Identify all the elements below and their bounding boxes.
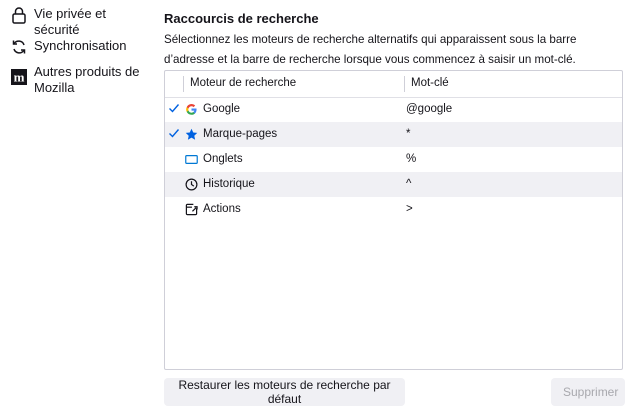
engine-keyword[interactable]: % xyxy=(406,153,417,165)
table-row[interactable] xyxy=(165,122,622,147)
search-shortcuts-table xyxy=(164,70,623,370)
table-header xyxy=(165,71,622,98)
delete-button[interactable]: Supprimer xyxy=(551,378,625,406)
sidebar xyxy=(0,0,160,409)
sidebar-item-label: Autres produits de Mozilla xyxy=(34,64,140,95)
clock-icon xyxy=(184,177,198,191)
engine-name: Actions xyxy=(203,203,241,215)
engine-keyword[interactable]: > xyxy=(406,203,413,215)
engine-name: Onglets xyxy=(203,153,243,165)
engine-name: Google xyxy=(203,103,241,115)
column-header-engine[interactable]: Moteur de recherche xyxy=(190,77,297,89)
google-icon xyxy=(184,102,198,116)
sync-icon xyxy=(10,38,28,56)
svg-text:m: m xyxy=(13,69,25,85)
column-separator xyxy=(404,76,405,92)
mozilla-icon xyxy=(10,68,28,86)
column-header-keyword[interactable]: Mot-clé xyxy=(411,77,449,89)
engine-keyword[interactable]: @google xyxy=(406,103,453,115)
actions-icon xyxy=(184,202,198,216)
column-separator xyxy=(183,76,184,92)
star-icon xyxy=(184,127,198,141)
table-row[interactable] xyxy=(165,147,622,172)
engine-name: Marque-pages xyxy=(203,128,278,140)
table-row[interactable] xyxy=(165,197,622,222)
table-row[interactable] xyxy=(165,172,622,197)
section-description: Sélectionnez les moteurs de recherche alternatifs qui apparaissent sous la barre d’adresse et la barre de recherche lorsque vous commencez à saisir un mot-clé. xyxy=(164,33,577,66)
sidebar-item-mozilla-products[interactable] xyxy=(10,64,149,96)
check-icon[interactable] xyxy=(168,101,180,115)
sidebar-item-label: Synchronisation xyxy=(34,38,127,53)
sidebar-item-label: Vie privée et sécurité xyxy=(34,6,107,37)
sidebar-item-privacy[interactable] xyxy=(10,6,149,38)
check-icon[interactable] xyxy=(168,126,180,140)
engine-keyword[interactable]: ^ xyxy=(406,178,412,190)
sidebar-item-sync[interactable] xyxy=(10,38,127,56)
engine-keyword[interactable]: * xyxy=(406,128,411,140)
section-title: Raccourcis de recherche xyxy=(164,11,319,26)
lock-icon xyxy=(10,6,28,24)
engine-name: Historique xyxy=(203,178,255,190)
table-row[interactable] xyxy=(165,97,622,122)
restore-defaults-button[interactable]: Restaurer les moteurs de recherche par défaut xyxy=(164,378,405,406)
tab-icon xyxy=(184,152,198,166)
